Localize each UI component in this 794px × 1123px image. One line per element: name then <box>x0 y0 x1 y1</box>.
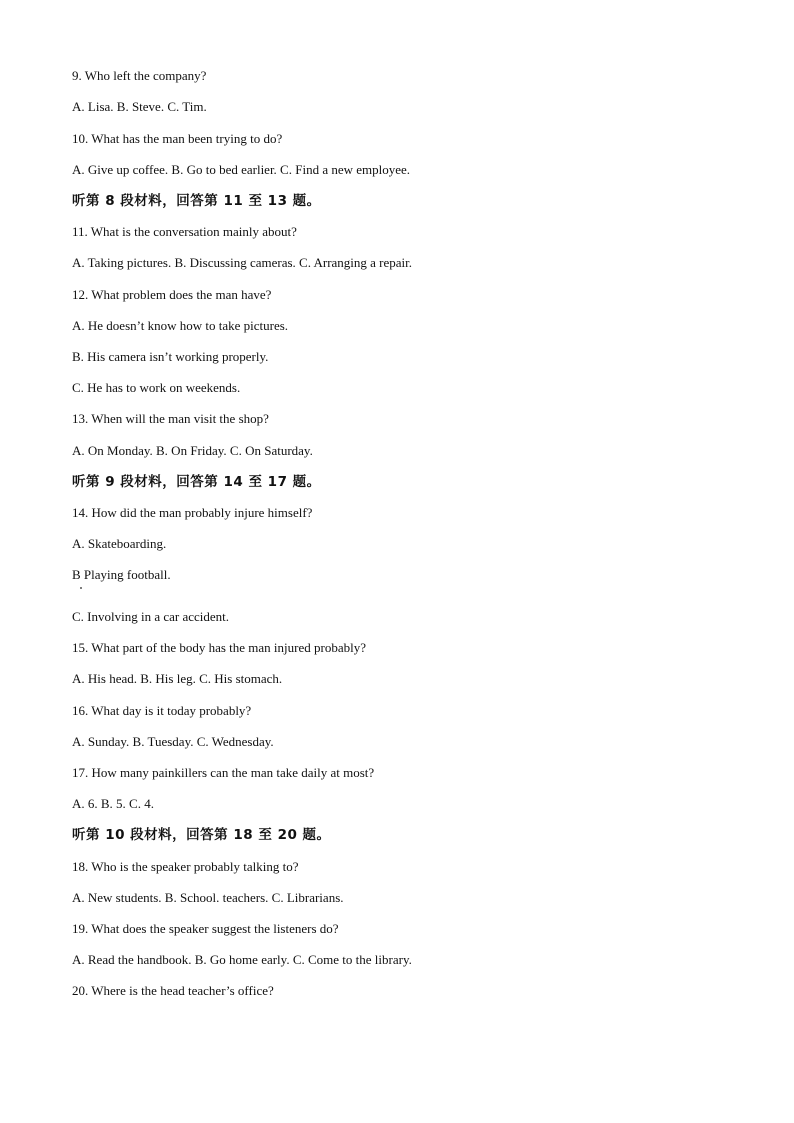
options-15: A. His head. B. His leg. C. His stomach. <box>72 671 283 686</box>
section-heading-9: 听第 9 段材料，回答第 14 至 17 题。 <box>72 474 321 490</box>
options-9: A. Lisa. B. Steve. C. Tim. <box>72 99 207 114</box>
question-17: 17. How many painkillers can the man take daily at most? <box>72 765 375 780</box>
question-20: 20. Where is the head teacher’s office? <box>72 983 274 998</box>
question-16: 16. What day is it today probably? <box>72 703 252 718</box>
section-heading-10: 听第 10 段材料，回答第 18 至 20 题。 <box>72 827 331 843</box>
option-14-b: B Playing football. <box>72 567 171 582</box>
question-10: 10. What has the man been trying to do? <box>72 131 283 146</box>
options-10: A. Give up coffee. B. Go to bed earlier. C. Find a new employee. <box>72 162 411 177</box>
option-12-c: C. He has to work on weekends. <box>72 380 241 395</box>
question-18: 18. Who is the speaker probably talking to? <box>72 859 299 874</box>
options-19: A. Read the handbook. B. Go home early. C. Come to the library. <box>72 952 412 967</box>
option-14-a: A. Skateboarding. <box>72 536 167 551</box>
options-17: A. 6. B. 5. C. 4. <box>72 796 154 811</box>
options-11: A. Taking pictures. B. Discussing cameras. C. Arranging a repair. <box>72 255 413 270</box>
options-18: A. New students. B. School. teachers. C. Librarians. <box>72 890 344 905</box>
question-12: 12. What problem does the man have? <box>72 287 272 302</box>
question-13: 13. When will the man visit the shop? <box>72 411 269 426</box>
option-12-a: A. He doesn’t know how to take pictures. <box>72 318 289 333</box>
stray-dot <box>80 587 82 589</box>
section-heading-8: 听第 8 段材料，回答第 11 至 13 题。 <box>72 193 321 209</box>
question-19: 19. What does the speaker suggest the listeners do? <box>72 921 339 936</box>
option-12-b: B. His camera isn’t working properly. <box>72 349 269 364</box>
question-15: 15. What part of the body has the man injured probably? <box>72 640 366 655</box>
options-13: A. On Monday. B. On Friday. C. On Saturday. <box>72 443 313 458</box>
options-16: A. Sunday. B. Tuesday. C. Wednesday. <box>72 734 274 749</box>
option-14-c: C. Involving in a car accident. <box>72 609 230 624</box>
question-11: 11. What is the conversation mainly about? <box>72 224 297 239</box>
question-9: 9. Who left the company? <box>72 68 207 83</box>
question-14: 14. How did the man probably injure himself? <box>72 505 313 520</box>
